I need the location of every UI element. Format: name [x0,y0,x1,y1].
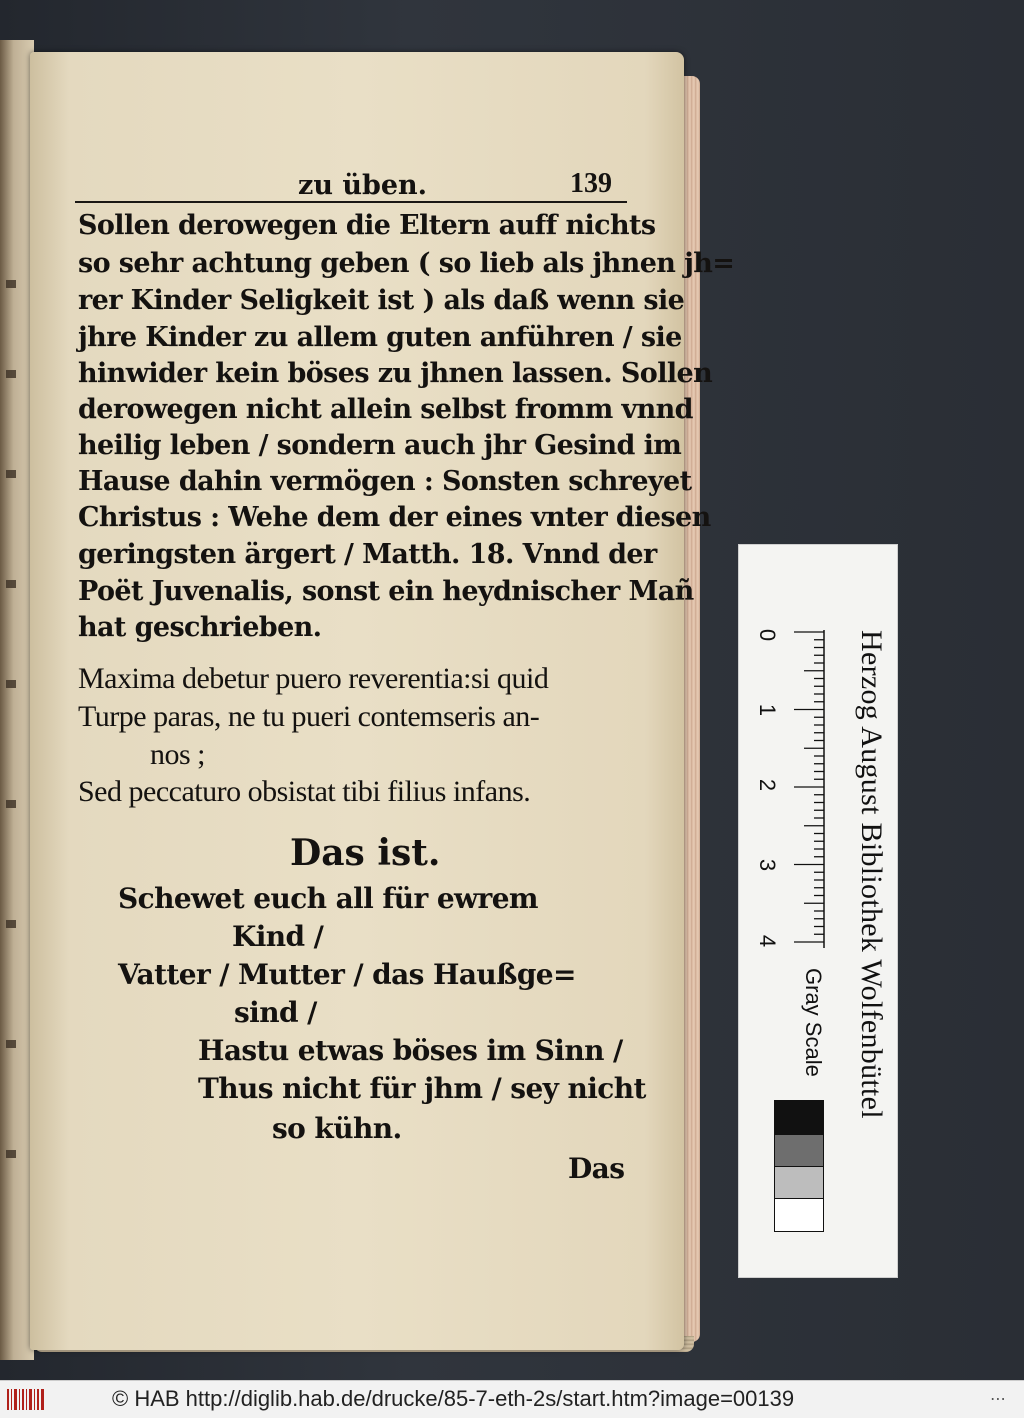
paragraph-line: hinwider kein böses zu jhnen lassen. Sollen [78,358,713,389]
catchword: Das [568,1152,625,1185]
verse-line: Thus nicht für jhm / sey nicht [198,1072,646,1105]
paragraph-line: geringsten ärgert / Matth. 18. Vnnd der [78,539,657,570]
verse-line: Kind / [232,920,324,953]
gray-scale-label: Gray Scale [801,968,826,1077]
ruler-number: 2 [755,778,780,792]
verse-line: Schewet euch all für ewrem [118,882,538,915]
header-rule [75,201,627,203]
gray-patch [774,1134,824,1168]
paragraph-line: rer Kinder Seligkeit ist ) als daß wenn sie [78,285,685,316]
running-head: zu üben. [298,170,428,201]
latin-line: Maxima debetur puero reverentia:si quid [78,662,549,695]
ruler-number: 1 [755,703,780,717]
paragraph-line: Sollen derowegen die Eltern auff nichts [78,210,656,241]
latin-line: Sed peccaturo obsistat tibi filius infans. [78,775,531,808]
gray-patch [774,1100,824,1136]
paragraph-line: jhre Kinder zu allem guten anführen / sie [78,322,682,353]
barcode-icon [6,1387,46,1412]
paragraph-line: Poët Juvenalis, sonst ein heydnischer Mañ [78,576,694,607]
footer-bar [0,1380,1024,1418]
more-icon[interactable]: ⋯ [990,1389,1006,1408]
gray-patch [774,1198,824,1232]
gray-patch [774,1166,824,1200]
paragraph-line: Hause dahin vermögen : Sonsten schreyet [78,466,692,497]
ruler-number: 0 [755,628,780,642]
left-page-edge [0,40,34,1360]
footer-copyright-link[interactable]: © HAB http://diglib.hab.de/drucke/85-7-eth-2s/start.htm?image=00139 [112,1386,795,1411]
latin-line: Turpe paras, ne tu pueri contemseris an- [78,700,540,733]
ruler-number: 3 [755,858,780,872]
paragraph-line: derowegen nicht allein selbst fromm vnnd [78,394,693,425]
paragraph-line: heilig leben / sondern auch jhr Gesind im [78,430,682,461]
ruler-scale-icon [788,630,828,948]
paragraph-line: Christus : Wehe dem der eines vnter diesen [78,502,711,533]
latin-line: nos ; [150,738,206,771]
ruler-institution-label: Herzog August Bibliothek Wolfenbüttel [855,630,888,1119]
paragraph-line: hat geschrieben. [78,612,322,643]
verse-line: so kühn. [272,1112,402,1145]
verse-line: Vatter / Mutter / das Haußge= [118,958,576,991]
verse-heading: Das ist. [290,832,441,874]
verse-line: sind / [234,996,317,1029]
ruler-number: 4 [755,934,780,948]
paragraph-line: so sehr achtung geben ( so lieb als jhnen jh= [78,248,735,279]
verse-line: Hastu etwas böses im Sinn / [198,1034,623,1067]
page-number: 139 [570,168,612,199]
